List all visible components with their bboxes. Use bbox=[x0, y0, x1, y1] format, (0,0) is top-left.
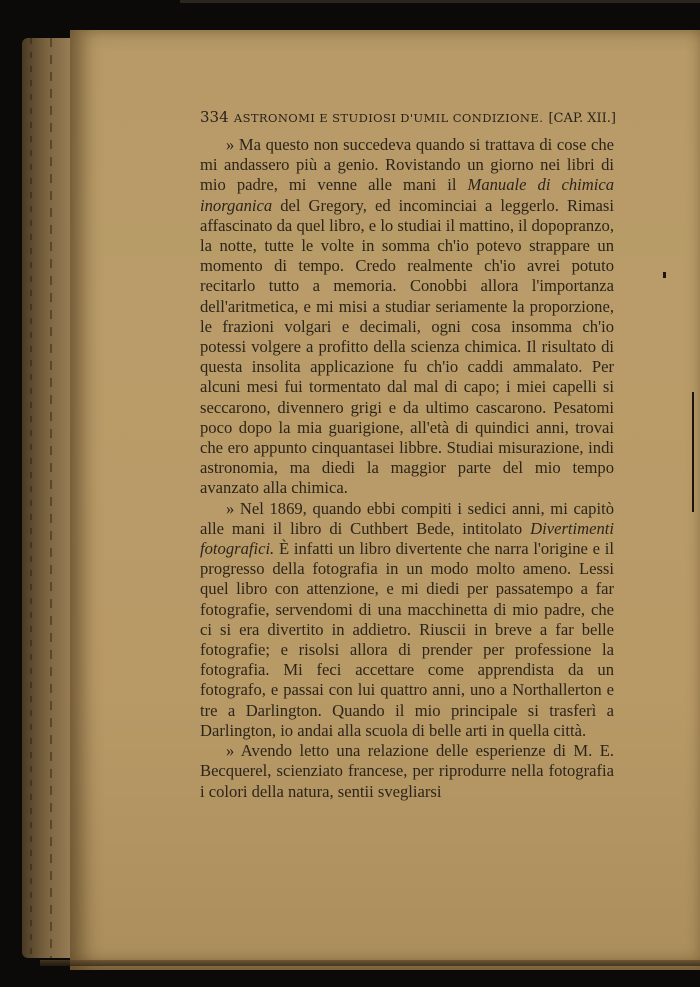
bottom-edge-shadow bbox=[40, 960, 700, 966]
running-header bbox=[200, 108, 616, 126]
paragraph: » Ma questo non succedeva quando si trattava di cose che mi andassero più a genio. Rovistando un giorno nei libri di mio padre, mi venne alle mani il Manuale di chimica inorganica del Gregory, ed incominciai a leggerlo. Rimasi affascinato da quel libro, e lo studiai il mattino, il dopopranzo, la notte, tutte le volte in somma ch'io potevo strappare un momento di tempo. Credo realmente ch'io avrei potuto recitarlo tutto a memoria. Conobbi allora l'importanza dell'aritmetica, e mi misi a studiar seriamente la proporzione, le frazioni volgari e decimali, ogni cosa insomma ch'io potessi volgere a profitto della scienza chimica. Il risultato di questa insolita applicazione fu ch'io caddi ammalato. Per alcuni mesi fui tormentato dal mal di capo; i miei capelli si seccarono, divennero grigi e da ultimo cascarono. Pesatomi poco dopo la mia guarigione, all'età di quindici anni, trovai che ero appunto cinquantasei libbre. Studiai misurazione, indi astronomia, ma diedi la maggior parte del mio tempo avanzato alla chimica. bbox=[200, 135, 614, 498]
body-text bbox=[200, 135, 614, 802]
margin-dot bbox=[663, 272, 666, 278]
top-binding-edge bbox=[180, 0, 700, 3]
paragraph: » Nel 1869, quando ebbi compiti i sedici anni, mi capitò alle mani il libro di Cuthbert Bede, intitolato Divertimenti fotografici. È infatti un libro divertente che narra l'origine e il progresso della fotografia in un modo molto ameno. Lessi quel libro con attenzione, e mi diedi per passatempo a far fotografie, servendomi di una macchinetta di mio padre, che ci si era divertito in addietro. Riuscii in breve a far belle fotografie; e risolsi allora di prender per professione la fotografia. Mi feci accettare come apprendista da un fotografo, e passai con lui quattro anni, uno a Northallerton e tre a Darlington. Quando il mio principale si trasferì a Darlington, io andai alla scuola di belle arti in quella città. bbox=[200, 498, 614, 740]
chapter-label: [CAP. XII.] bbox=[548, 111, 616, 126]
right-margin-mark bbox=[692, 392, 694, 512]
paragraph: » Avendo letto una relazione delle esperienze di M. E. Becquerel, scienziato francese, per riprodurre nella fotografia i colori della natura, sentii svegliarsi bbox=[200, 741, 614, 801]
page-number: 334 bbox=[200, 108, 229, 126]
book-title-italic: Manuale di chimica inorganica bbox=[200, 175, 614, 215]
book-title-italic: Divertimenti fotografici. bbox=[200, 518, 614, 559]
running-title: ASTRONOMI E STUDIOSI D'UMIL CONDIZIONE. bbox=[233, 111, 544, 125]
